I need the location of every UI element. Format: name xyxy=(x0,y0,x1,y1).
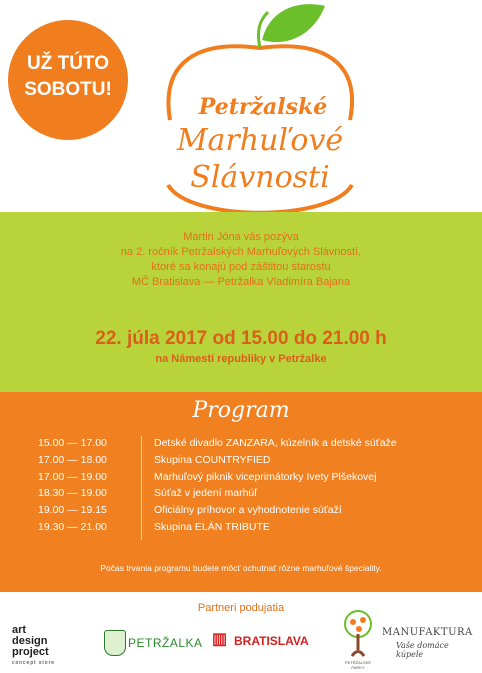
program-time: 17.00 — 19.00 xyxy=(38,470,107,483)
program-row xyxy=(38,436,458,453)
logo-text: concept store xyxy=(12,660,56,666)
program-activity: Oficiálny príhovor a vyhodnotenie súťaží xyxy=(154,504,342,517)
event-place: na Námestí republiky v Petržalke xyxy=(155,353,327,365)
coat-of-arms-icon xyxy=(104,630,126,656)
invitation-text xyxy=(0,230,482,290)
program-activity: Skupina ELÁN TRIBUTE xyxy=(154,520,270,533)
logo-text: PETRŽALSKÉ PARKY xyxy=(344,660,371,670)
program-note: Počas trvania programu budete môcť ochutnať rôzne marhuľové špeciality. xyxy=(100,563,382,573)
program-time: 19.30 — 21.00 xyxy=(38,520,107,533)
logo-text: BRATISLAVA xyxy=(234,634,309,648)
badge-line-1: UŽ TÚTO xyxy=(27,53,109,74)
program-time: 15.00 — 17.00 xyxy=(38,437,107,449)
program-row xyxy=(38,520,458,537)
manufaktura-logo xyxy=(382,625,478,657)
logo-text: design xyxy=(12,635,48,647)
program-activity: Súťaž v jedení marhúľ xyxy=(154,487,258,500)
logo-text: MANUFAKTURA xyxy=(382,627,473,638)
logo-text: art xyxy=(12,624,27,636)
title-line-1: Petržalské xyxy=(198,94,328,120)
program-row xyxy=(38,486,458,503)
petrzalka-logo xyxy=(104,628,206,656)
title-line-2: Marhuľové xyxy=(176,123,344,158)
invitation-line: Martin Jóna vás pozýva xyxy=(183,231,299,243)
logo-text: Vaše domáce kúpele xyxy=(396,641,449,659)
program-activity: Marhuľový piknik viceprimátorky Ivety Plšekovej xyxy=(154,470,377,483)
program-title: Program xyxy=(192,398,290,423)
program-time: 18.30 — 19.00 xyxy=(38,487,107,500)
invitation-line: na 2. ročník Petržalských Marhuľových Slávností, xyxy=(120,246,362,258)
parks-tree-logo xyxy=(338,610,378,670)
program-row xyxy=(38,470,458,487)
invitation-line: ktoré sa konajú pod záštitou starostu xyxy=(151,261,331,273)
program-time: 19.00 — 19.15 xyxy=(38,504,107,517)
program-row xyxy=(38,453,458,470)
badge-line-2: SOBOTU! xyxy=(24,79,112,100)
program-activity: Skupina COUNTRYFIED xyxy=(154,453,271,466)
logo-text: PETRŽALKA xyxy=(128,636,203,650)
program-row xyxy=(38,503,458,520)
art-design-project-logo xyxy=(12,625,92,669)
program-time: 17.00 — 18.00 xyxy=(38,453,107,466)
invitation-line: MČ Bratislava — Petržalka Vladimíra Bajana xyxy=(131,276,351,288)
castle-icon: ▥ xyxy=(212,631,228,648)
bratislava-logo xyxy=(212,630,332,652)
saturday-badge xyxy=(8,20,128,140)
program-list xyxy=(38,436,458,537)
title-line-3: Slávnosti xyxy=(190,160,330,195)
tree-icon xyxy=(338,610,378,660)
event-date: 22. júla 2017 od 15.00 do 21.00 h xyxy=(95,328,387,349)
logo-text: project xyxy=(12,646,49,658)
program-activity: Detské divadlo ZANZARA, kúzelník a detské súťaže xyxy=(154,437,397,449)
partners-title: Partneri podujatia xyxy=(197,602,285,614)
